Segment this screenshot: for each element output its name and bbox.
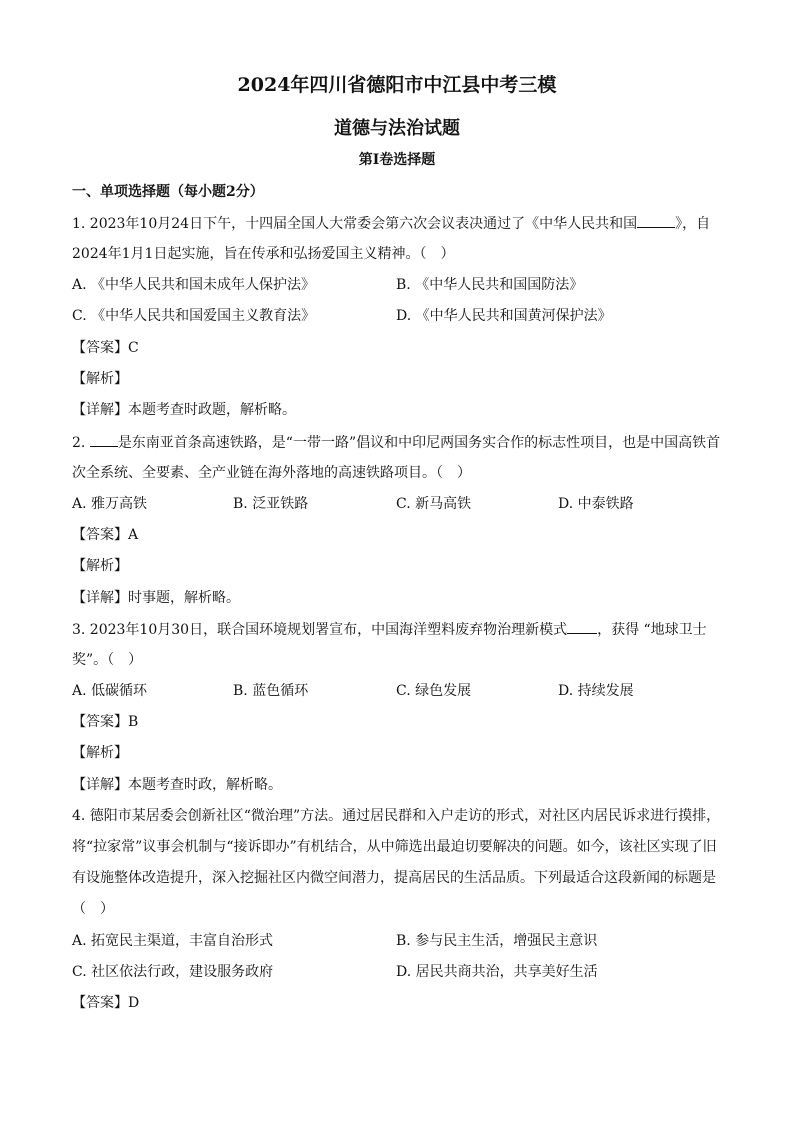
question-4-option-c: C. 社区依法行政，建设服务政府 — [72, 964, 274, 980]
question-3-line-1 — [72, 619, 732, 640]
answer-blank — [567, 619, 597, 634]
question-4-option-d: D. 居民共商共治，共享美好生活 — [396, 964, 598, 980]
question-3-answer: 【答案】B — [72, 714, 139, 730]
answer-blank — [90, 432, 118, 447]
question-3-option-c: C. 绿色发展 — [396, 683, 472, 699]
question-1-text-a: 1. 2023年10月24日下午，十四届全国人大常委会第六次会议表决通过了《中华人民共和国 — [72, 216, 638, 232]
question-1-option-c: C. 《中华人民共和国爱国主义教育法》 — [72, 308, 316, 324]
question-2-option-a: A. 雅万高铁 — [72, 496, 148, 512]
question-3-option-b: B. 蓝色循环 — [233, 683, 309, 699]
question-3-text-a: 3. 2023年10月30日，联合国环境规划署宣布，中国海洋塑料废弃物治理新模式 — [72, 622, 568, 638]
question-2-line-1 — [72, 432, 732, 453]
question-1-line-1 — [72, 213, 732, 234]
question-2-option-b: B. 泛亚铁路 — [233, 496, 309, 512]
question-4-line-3: 有设施整体改造提升，深入挖掘社区内微空间潜力，提高居民的生活品质。下列最适合这段新闻的标题是 — [72, 870, 716, 886]
subject-title: 道德与法治试题 — [334, 118, 460, 139]
question-1-analysis: 【解析】 — [72, 371, 128, 387]
question-2-option-d: D. 中泰铁路 — [558, 496, 634, 512]
question-4-option-b: B. 参与民主生活，增强民主意识 — [396, 933, 598, 949]
question-2-line-2: 次全系统、全要素、全产业链在海外落地的高速铁路项目。（ ） — [72, 465, 471, 481]
question-3-option-a: A. 低碳循环 — [72, 683, 148, 699]
question-1-option-d: D. 《中华人民共和国黄河保护法》 — [396, 308, 612, 324]
question-3-line-2: 奖”。（ ） — [72, 652, 143, 668]
question-4-line-1: 4. 德阳市某居委会创新社区“微治理”方法。通过居民群和入户走访的形式，对社区内居民诉求进行摸排， — [72, 808, 721, 824]
answer-blank — [637, 213, 675, 228]
question-4-answer: 【答案】D — [72, 995, 140, 1011]
question-1-detail: 【详解】本题考查时政题，解析略。 — [72, 402, 296, 418]
question-2-text-b: 是东南亚首条高速铁路，是“一带一路”倡议和中印尼两国务实合作的标志性项目，也是中国高铁首 — [117, 435, 721, 451]
question-2-answer: 【答案】A — [72, 527, 139, 543]
question-1-answer: 【答案】C — [72, 340, 139, 356]
question-2-detail: 【详解】时事题，解析略。 — [72, 590, 240, 606]
question-3-detail: 【详解】本题考查时政，解析略。 — [72, 777, 282, 793]
question-4-option-a: A. 拓宽民主渠道，丰富自治形式 — [72, 933, 274, 949]
section-heading: 一、单项选择题（每小题2分） — [72, 184, 264, 200]
question-1-option-a: A. 《中华人民共和国未成年人保护法》 — [72, 277, 316, 293]
question-2-text-a: 2. — [72, 435, 90, 451]
exam-title: 2024年四川省德阳市中江县中考三模 — [237, 74, 557, 96]
question-1-line-2: 2024年1月1日起实施，旨在传承和弘扬爱国主义精神。（ ） — [72, 246, 455, 262]
question-2-analysis: 【解析】 — [72, 558, 128, 574]
question-3-option-d: D. 持续发展 — [558, 683, 634, 699]
question-4-line-4: （ ） — [72, 901, 114, 917]
question-3-analysis: 【解析】 — [72, 745, 128, 761]
volume-title: 第I卷选择题 — [358, 152, 436, 168]
question-2-option-c: C. 新马高铁 — [396, 496, 472, 512]
question-3-text-b: ，获得 “地球卫士 — [597, 622, 707, 638]
question-1-option-b: B. 《中华人民共和国国防法》 — [396, 277, 584, 293]
question-4-line-2: 将“拉家常”议事会机制与“接诉即办”有机结合，从中筛选出最迫切要解决的问题。如今，该社区实现了旧 — [72, 839, 717, 855]
question-1-text-b: 》，自 — [675, 216, 711, 232]
